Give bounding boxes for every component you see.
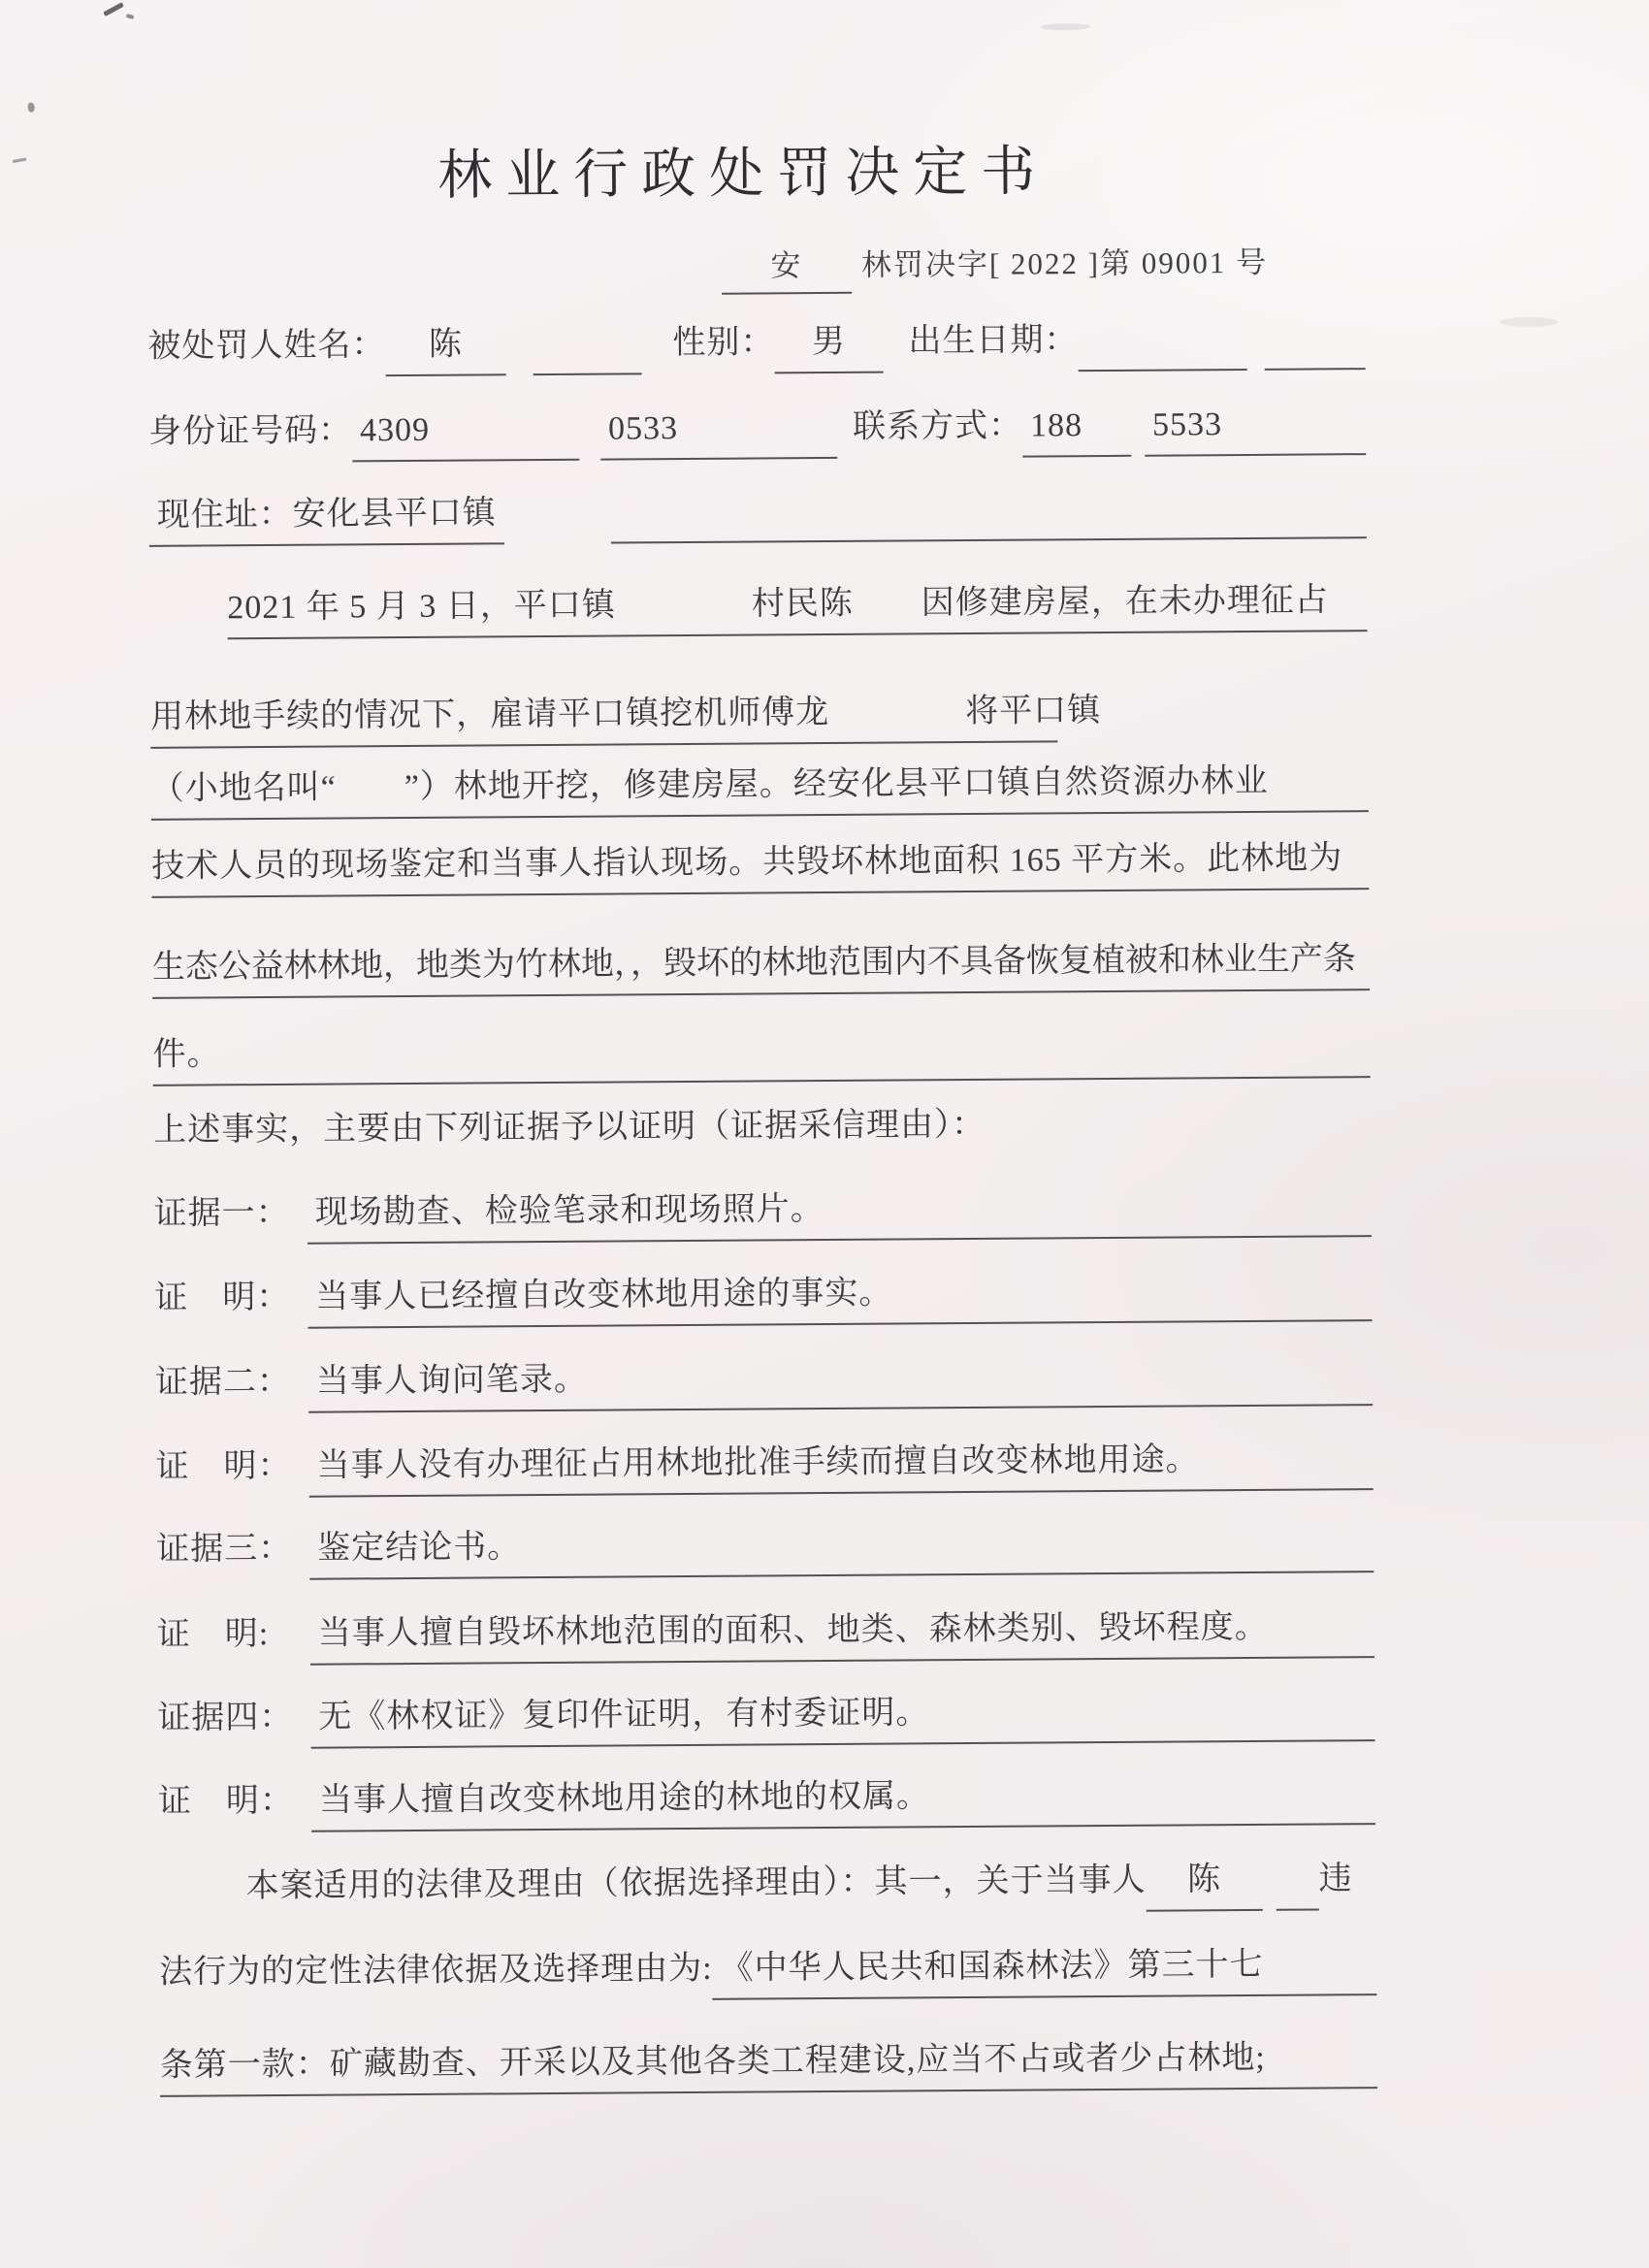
scan-artifact (103, 2, 124, 16)
field-row-id-phone (148, 404, 1366, 463)
id-label: 身份证号码： (147, 412, 353, 450)
evidence-text: 无《林权证》复印件证明，有村委证明。 (310, 1690, 1374, 1748)
document-number (722, 238, 1269, 295)
name-blank (533, 323, 641, 374)
fact-line-3: （小地名叫“ ”）林地开挖，修建房屋。经安化县平口镇自然资源办林业 (150, 753, 1368, 821)
name-label: 被处罚人姓名： (147, 327, 386, 365)
address-blank (611, 487, 1367, 543)
fact-line-2: 用林地手续的情况下，雇请平口镇挖机师傅龙 将平口镇 (150, 683, 1057, 749)
evidence-row-1 (154, 1185, 1372, 1245)
dob-label: 出生日期： (908, 322, 1079, 360)
evidence-intro (153, 1102, 1371, 1151)
evidence-label: 证 明: (156, 1616, 270, 1653)
evidence-text: 鉴定结论书。 (309, 1521, 1374, 1579)
evidence-row-7 (157, 1690, 1374, 1749)
legal-law-citation: 《中华人民共和国森林法》第三十七 (712, 1944, 1376, 1999)
evidence-row-3 (155, 1354, 1373, 1413)
evidence-label: 证据三： (156, 1530, 293, 1568)
address-gap (504, 523, 611, 524)
field-row-address (149, 487, 1367, 546)
name-value: 陈 (385, 324, 505, 375)
evidence-row-2 (154, 1270, 1372, 1329)
evidence-label: 证 明： (157, 1782, 295, 1820)
evidence-row-6 (157, 1606, 1374, 1666)
legal-line-1 (158, 1859, 1375, 1918)
legal-line-2-pre: 法行为的定性法律依据及选择理由为: (159, 1950, 713, 1991)
evidence-text: 当事人擅自毁坏林地范围的面积、地类、森林类别、毁坏程度。 (310, 1606, 1374, 1665)
scan-artifact (1500, 317, 1558, 327)
evidence-label: 证据一： (153, 1194, 290, 1232)
scan-artifact (1040, 23, 1090, 30)
gender-label: 性别： (672, 324, 775, 362)
id-back: 0533 (600, 407, 837, 460)
phone-front: 188 (1022, 405, 1131, 457)
evidence-text: 当事人已经擅自改变林地用途的事实。 (307, 1270, 1372, 1328)
fact-line-1: 2021 年 5 月 3 日，平口镇 村民陈 因修建房屋，在未办理征占 (227, 572, 1367, 639)
fact-line-4: 技术人员的现场鉴定和当事人指认现场。共毁坏林地面积 165 平方米。此林地为 (151, 830, 1369, 898)
legal-line-3: 条第一款：矿藏勘查、开采以及其他各类工程建设,应当不占或者少占林地; (160, 2029, 1377, 2097)
evidence-text: 当事人没有办理征占用林地批准手续而擅自改变林地用途。 (308, 1439, 1373, 1497)
phone-back: 5533 (1145, 404, 1366, 456)
evidence-row-8 (158, 1773, 1375, 1832)
scan-artifact (28, 103, 35, 113)
fact-line-6: 件。 (152, 1019, 1370, 1086)
evidence-label: 证 明： (155, 1447, 292, 1485)
evidence-label: 证据二： (154, 1363, 292, 1401)
fact-line-5: 生态公益林林地，地类为竹林地，，毁坏的林地范围内不具备恢复植被和林业生产条 (152, 931, 1370, 999)
evidence-label: 证 明： (154, 1279, 291, 1316)
legal-line-2 (159, 1944, 1376, 2003)
evidence-text: 现场勘查、检验笔录和现场照片。 (307, 1185, 1372, 1244)
legal-line-1-pre: 本案适用的法律及理由（依据选择理由）：其一，关于当事人 (245, 1862, 1147, 1905)
evidence-row-5 (156, 1521, 1374, 1580)
doc-number-region: 安 (722, 241, 852, 295)
legal-party-name: 陈 (1146, 1860, 1262, 1911)
legal-name-blank (1276, 1859, 1318, 1910)
address-value: 现住址：安化县平口镇 (149, 493, 504, 546)
phone-label: 联系方式： (852, 407, 1023, 445)
document-title: 林业行政处罚决定书 (437, 142, 1050, 207)
evidence-text: 当事人擅自改变林地用途的林地的权属。 (311, 1773, 1375, 1831)
evidence-intro-text: 上述事实，主要由下列证据予以证明（证据采信理由）： (152, 1106, 986, 1149)
evidence-label: 证据四： (157, 1699, 294, 1736)
gender-value: 男 (774, 322, 883, 373)
dob-blank-2 (1264, 318, 1365, 370)
scan-artifact (126, 14, 135, 19)
field-row-identity (147, 318, 1365, 377)
dob-blank (1078, 319, 1246, 372)
evidence-row-4 (155, 1439, 1373, 1498)
evidence-text: 当事人询问笔录。 (308, 1354, 1373, 1412)
legal-line-1-post: 违 (1318, 1861, 1353, 1897)
doc-number-text: 林罚决字[ 2022 ]第 09001 号 (860, 244, 1269, 282)
id-front: 4309 (352, 409, 579, 462)
